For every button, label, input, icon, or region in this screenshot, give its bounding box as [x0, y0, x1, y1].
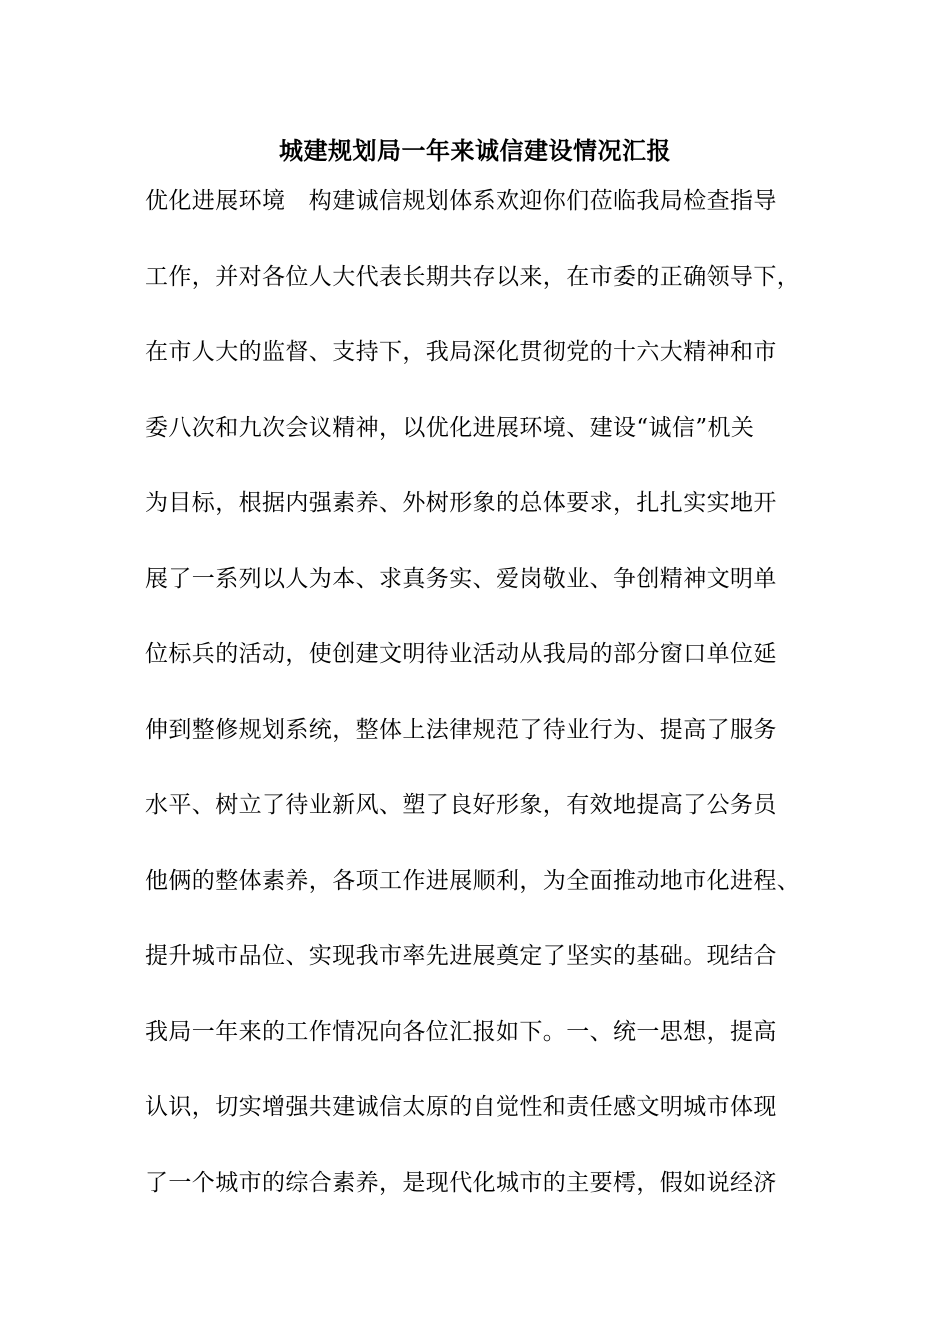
body-line: 优化进展环境 构建诚信规划体系欢迎你们莅临我局检查指导 [145, 188, 777, 214]
body-line: 位标兵的活动，使创建文明待业活动从我局的部分窗口单位延 [145, 641, 777, 667]
body-line: 了一个城市的综合素养，是现代化城市的主要樗，假如说经济 [145, 1169, 777, 1196]
body-line: 我局一年来的工作情况向各位汇报如下。一、统一思想，提高 [145, 1018, 777, 1045]
body-line: 展了一系列以人为本、求真务实、爱岗敬业、争创精神文明单 [145, 565, 777, 592]
body-line: 在市人大的监督、支持下，我局深化贯彻党的十六大精神和市 [145, 339, 777, 365]
body-line: 他俩的整体素养，各项工作进展顺利，为全面推动地市化进程、 [145, 867, 801, 894]
body-line: 伸到整修规划系统，整体上法律规范了待业行为、提高了服务 [145, 716, 777, 743]
body-line: 水平、树立了待业新风、塑了良好形象，有效地提高了公务员 [145, 792, 777, 818]
body-line: 委八次和九次会议精神，以优化进展环境、建设“诚信”机关 [145, 414, 755, 441]
body-line: 认识，切实增强共建诚信太原的自觉性和责任感文明城市体现 [145, 1094, 777, 1120]
body-line: 为目标，根据内强素养、外树形象的总体要求，扎扎实实地开 [145, 490, 777, 516]
body-line: 工作，并对各位人大代表长期共存以来，在市委的正确领导下， [145, 263, 801, 290]
document-title: 城建规划局一年来诚信建设情况汇报 [279, 136, 671, 165]
document-body [145, 183, 835, 1240]
body-line: 提升城市品位、实现我市率先进展奠定了坚实的基础。现结合 [145, 943, 777, 969]
